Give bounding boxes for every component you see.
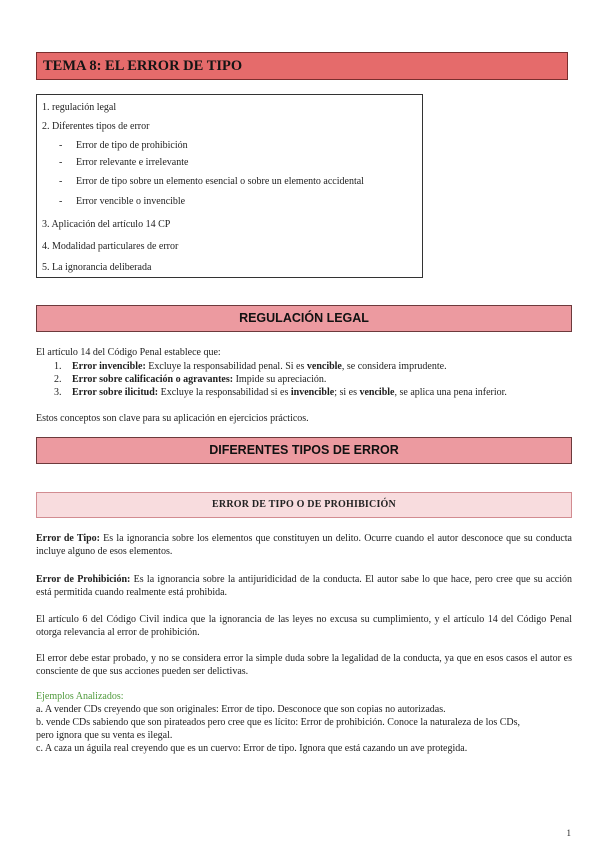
examples-heading: Ejemplos Analizados: — [36, 691, 124, 702]
definition-error-prohibicion: Error de Prohibición: Es la ignorancia sobre la antijuridicidad de la conducta. El autor sabe lo que hace, pero cree que su acción está permitida cuando realmente está prohibida. — [36, 574, 573, 598]
definition-error-tipo: Error de Tipo: Es la ignorancia sobre los elementos que constituyen un delito. Ocurre cuando el autor desconoce que su conducta incluye alguno de esos elementos. — [36, 533, 572, 557]
toc-item: 4. Modalidad particulares de error — [42, 241, 179, 252]
example-item: c. A caza un águila real creyendo que es un cuervo: Error de tipo. Ignora que está cazando un ave protegida. — [36, 743, 468, 754]
example-item: pero ignora que su venta es ilegal. — [36, 730, 173, 741]
toc-item: 1. regulación legal — [42, 102, 117, 113]
list-item: 1. Error invencible: Excluye la responsabilidad penal. Si es vencible, se considera imprudente. — [54, 361, 447, 372]
document-title: TEMA 8: EL ERROR DE TIPO — [36, 52, 568, 80]
toc-item: 2. Diferentes tipos de error — [42, 121, 150, 132]
list-item: 3. Error sobre ilicitud: Excluye la responsabilidad si es invencible; si es vencible, se aplica una pena inferior. — [54, 387, 507, 398]
toc-item: 5. La ignorancia deliberada — [42, 262, 152, 273]
regulacion-intro: El artículo 14 del Código Penal establece que: — [36, 347, 221, 358]
section-heading-regulacion: REGULACIÓN LEGAL — [36, 305, 572, 332]
section-heading-tipos: DIFERENTES TIPOS DE ERROR — [36, 437, 572, 464]
toc-item: 3. Aplicación del artículo 14 CP — [42, 219, 171, 230]
subsection-heading: ERROR DE TIPO O DE PROHIBICIÓN — [36, 492, 572, 518]
example-item: b. vende CDs sabiendo que son pirateados pero cree que es lícito: Error de prohibición. Conoce la naturaleza de los CDs, — [36, 717, 521, 728]
table-of-contents — [36, 94, 423, 278]
toc-subitem: - Error de tipo sobre un elemento esencial o sobre un elemento accidental — [59, 176, 364, 187]
toc-subitem: - Error de tipo de prohibición — [59, 140, 188, 151]
example-item: a. A vender CDs creyendo que son originales: Error de tipo. Desconoce que son copias no autorizadas. — [36, 704, 446, 715]
paragraph-codigo-civil: El artículo 6 del Código Civil indica que la ignorancia de las leyes no excusa su cumplimiento, y el artículo 14 del Código Penal otorga relevancia al error de prohibición. — [36, 614, 572, 638]
toc-subitem: - Error relevante e irrelevante — [59, 157, 189, 168]
toc-subitem: - Error vencible o invencible — [59, 196, 186, 207]
paragraph-error-probado: El error debe estar probado, y no se considera error la simple duda sobre la legalidad de la conducta, ya que en esos casos el autor es consciente de que sus acciones pueden ser delictivas. — [36, 653, 572, 677]
page-number: 1 — [566, 828, 571, 838]
regulacion-closing: Estos conceptos son clave para su aplicación en ejercicios prácticos. — [36, 413, 309, 424]
list-item: 2. Error sobre calificación o agravantes: Impide su apreciación. — [54, 374, 327, 385]
